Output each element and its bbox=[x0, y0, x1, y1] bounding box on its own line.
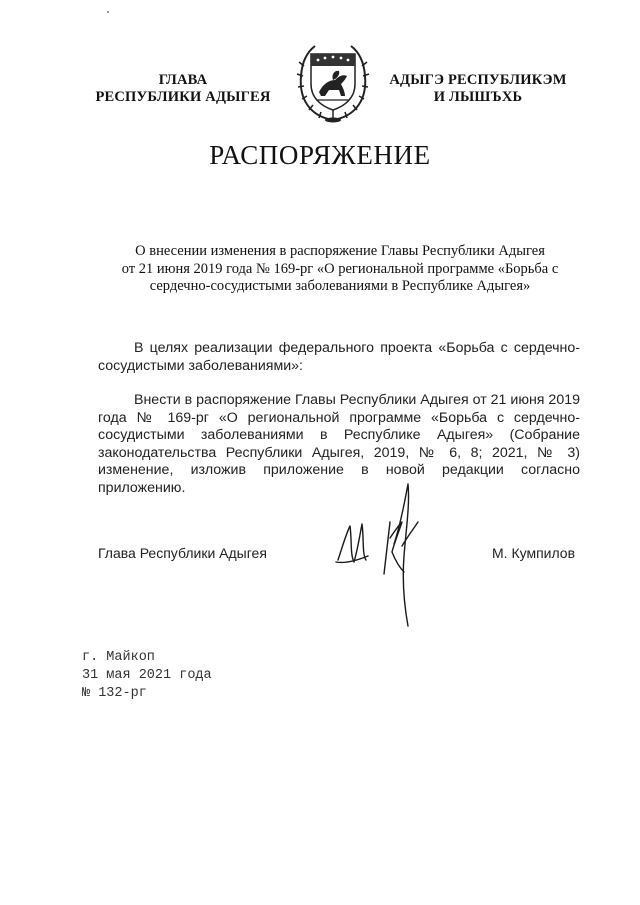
document-subject bbox=[100, 243, 580, 296]
signatory-name: М. Кумпилов bbox=[492, 545, 576, 561]
footer-date: 31 мая 2021 года bbox=[82, 668, 212, 683]
footer-city: г. Майкоп bbox=[82, 650, 155, 665]
adygea-coat-of-arms-icon bbox=[295, 40, 371, 124]
header-right-line1: АДЫГЭ РЕСПУБЛИКЭМ bbox=[389, 72, 567, 88]
signatory-position: Глава Республики Адыгея bbox=[98, 545, 267, 561]
body-paragraph-1 bbox=[98, 340, 580, 375]
body-paragraph-1-text: В целях реализации федерального проекта «Борьба с сердечно-сосудистыми заболеваниями»: bbox=[98, 340, 580, 374]
header-right bbox=[368, 72, 588, 106]
subject-line3: сердечно-сосудистыми заболеваниями в Республике Адыгея» bbox=[149, 278, 531, 294]
body-paragraph-2-text: Внести в распоряжение Главы Республики Адыгея от 21 июня 2019 года № 169-рг «О региональной программе «Борьба с сердечно-сосудистыми заболеваниями в Республике Адыгея» (Собрание законодательства Республики Адыгея, 2019, № 6, 8; 2021, № 3) изменение, изложив приложение в новой редакции согласно приложению. bbox=[98, 392, 580, 496]
document-title: РАСПОРЯЖЕНИЕ bbox=[209, 140, 431, 170]
header-left-line1: ГЛАВА bbox=[158, 72, 208, 88]
header-left-line2: РЕСПУБЛИКИ АДЫГЕЯ bbox=[95, 89, 271, 105]
header-left bbox=[78, 72, 288, 106]
subject-line1: О внесении изменения в распоряжение Главы Республики Адыгея bbox=[135, 243, 545, 259]
scan-speck bbox=[107, 11, 109, 13]
footer-number: № 132-рг bbox=[82, 686, 147, 701]
header-right-line2: И ЛЫШЪХЬ bbox=[433, 89, 523, 105]
subject-line2: от 21 июня 2019 года № 169-рг «О региональной программе «Борьба с bbox=[121, 260, 559, 277]
handwritten-signature bbox=[332, 478, 442, 628]
